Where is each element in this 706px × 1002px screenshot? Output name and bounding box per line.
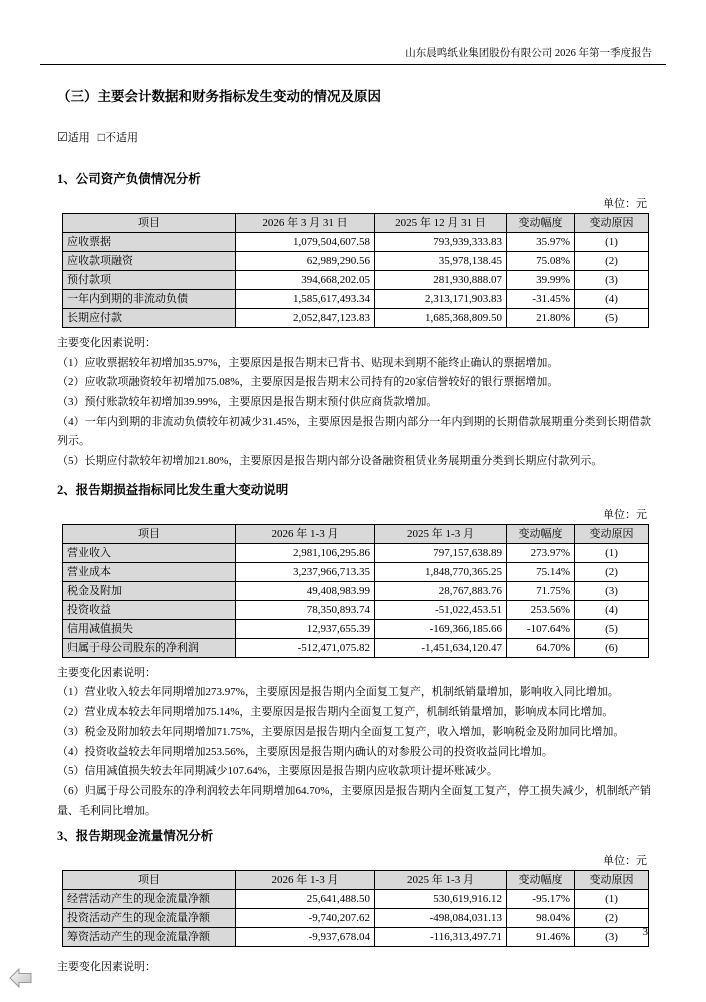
column-header: 2026 年 1-3 月	[236, 871, 375, 890]
subsection-heading-cash-flow: 3、报告期现金流量情况分析	[57, 829, 214, 844]
table-cell: 273.97%	[507, 543, 575, 562]
subsection-heading-profit-loss: 2、报告期损益指标同比发生重大变动说明	[57, 482, 289, 497]
table-cell: 78,350,893.74	[236, 600, 375, 619]
table-cell: 1,685,368,809.50	[375, 309, 507, 328]
note-line: （4）投资收益较去年同期增加253.56%，主要原因是报告期内确认的对参股公司的投资收益同比增加。	[57, 745, 553, 758]
table-cell: 49,408,983.99	[236, 581, 375, 600]
section-title: （三）主要会计数据和财务指标发生变动的情况及原因	[57, 89, 381, 104]
table-cell: -512,471,075.82	[236, 638, 375, 657]
table-cell: 75.14%	[507, 562, 575, 581]
table-cell: -1,451,634,120.47	[375, 638, 507, 657]
table-cell: 1,079,504,607.58	[236, 233, 375, 252]
table-cell: -95.17%	[507, 890, 575, 909]
column-header: 变动幅度	[507, 524, 575, 543]
table-cell: (5)	[575, 309, 649, 328]
table-cell: 62,989,290.56	[236, 252, 375, 271]
table-row	[63, 252, 649, 271]
table-cell: 归属于母公司股东的净利润	[63, 638, 236, 657]
note-line: （4）一年内到期的非流动负债较年初减少31.45%，主要原因是报告期内部分一年内到期的长期借款展期重分类到长期借款列示。	[57, 415, 651, 448]
not-applicable-label: 不适用	[105, 132, 139, 144]
table-row	[63, 309, 649, 328]
note-line: （2）应收款项融资较年初增加75.08%，主要原因是报告期末公司持有的20家信誉较好的银行票据增加。	[57, 376, 559, 389]
applicable-label: 适用	[67, 132, 90, 144]
table-cell: 一年内到期的非流动负债	[63, 290, 236, 309]
profit-loss-change-table	[62, 524, 649, 658]
notes-title: 主要变化因素说明：	[57, 337, 156, 349]
table-cell: 25,641,488.50	[236, 890, 375, 909]
column-header: 项目	[63, 524, 236, 543]
table-cell: 2,981,106,295.86	[236, 543, 375, 562]
table-cell: 营业成本	[63, 562, 236, 581]
table-header-row	[63, 524, 649, 543]
table-cell: -9,740,207.62	[236, 909, 375, 928]
table-cell: -107.64%	[507, 619, 575, 638]
table-row	[63, 290, 649, 309]
table-cell: -169,366,185.66	[375, 619, 507, 638]
table-cell: 长期应付款	[63, 309, 236, 328]
table-row	[63, 562, 649, 581]
table-cell: 21.80%	[507, 309, 575, 328]
applicability-line	[57, 129, 666, 145]
table-cell: 394,668,202.05	[236, 271, 375, 290]
unit-label: 单位：元	[603, 508, 647, 521]
table-cell: 281,930,888.07	[375, 271, 507, 290]
table-row	[63, 581, 649, 600]
table-cell: 98.04%	[507, 909, 575, 928]
table-cell: -498,084,031.13	[375, 909, 507, 928]
table-cell: 投资收益	[63, 600, 236, 619]
balance-sheet-change-table	[62, 213, 649, 328]
note-line: （5）信用减值损失较去年同期减少107.64%，主要原因是报告期内应收款项计提坏账减少。	[57, 765, 498, 778]
table-cell: 1,585,617,493.34	[236, 290, 375, 309]
note-line: （2）营业成本较去年同期增加75.14%，主要原因是报告期内全面复工复产，机制纸销量增加，影响成本同比增加。	[57, 706, 614, 719]
cash-flow-change-table	[62, 870, 649, 947]
table-cell: 经营活动产生的现金流量净额	[63, 890, 236, 909]
table-cell: -9,937,678.04	[236, 928, 375, 947]
table-row	[63, 890, 649, 909]
column-header: 2025 年 12 月 31 日	[375, 214, 507, 233]
unchecked-checkbox-icon: □	[97, 130, 106, 144]
table-cell: 35.97%	[507, 233, 575, 252]
table-cell: (2)	[575, 909, 649, 928]
column-header: 项目	[63, 214, 236, 233]
table-cell: 3,237,966,713.35	[236, 562, 375, 581]
table-cell: (2)	[575, 562, 649, 581]
table-row	[63, 271, 649, 290]
note-line: （6）归属于母公司股东的净利润较去年同期增加64.70%，主要原因是报告期内全面复工复产，停工损失减少，机制纸产销量、毛利同比增加。	[57, 784, 651, 817]
notes-list	[57, 354, 651, 472]
table-cell: 1,848,770,365.25	[375, 562, 507, 581]
notes-title: 主要变化因素说明：	[57, 666, 156, 679]
notes-title: 主要变化因素说明：	[57, 961, 156, 974]
table-cell: (4)	[575, 290, 649, 309]
table-cell: (1)	[575, 233, 649, 252]
table-row	[63, 909, 649, 928]
table-cell: 35,978,138.45	[375, 252, 507, 271]
table-cell: 营业收入	[63, 543, 236, 562]
column-header: 变动原因	[575, 524, 649, 543]
column-header: 变动幅度	[507, 871, 575, 890]
column-header: 变动原因	[575, 871, 649, 890]
table-cell: 39.99%	[507, 271, 575, 290]
table-cell: (3)	[575, 271, 649, 290]
table-cell: 91.46%	[507, 928, 575, 947]
subsection-heading-balance-sheet: 1、公司资产负债情况分析	[57, 172, 201, 186]
column-header: 2025 年 1-3 月	[375, 524, 507, 543]
table-cell: -116,313,497.71	[375, 928, 507, 947]
page-number: 3	[642, 926, 648, 938]
back-arrow-icon[interactable]	[8, 966, 34, 990]
table-cell: 75.08%	[507, 252, 575, 271]
column-header: 2025 年 1-3 月	[375, 871, 507, 890]
column-header: 2026 年 1-3 月	[236, 524, 375, 543]
table-cell: 信用减值损失	[63, 619, 236, 638]
checked-checkbox-icon: ☑	[57, 130, 68, 144]
note-line: （1）应收票据较年初增加35.97%，主要原因是报告期末已背书、贴现未到期不能终止确认的票据增加。	[57, 356, 559, 369]
note-line: （5）长期应付款较年初增加21.80%，主要原因是报告期内部分设备融资租赁业务展期重分类到长期应付款列示。	[57, 455, 603, 468]
table-cell: (1)	[575, 543, 649, 562]
table-cell: 530,619,916.12	[375, 890, 507, 909]
table-cell: (3)	[575, 581, 649, 600]
table-cell: 2,052,847,123.83	[236, 309, 375, 328]
table-cell: (4)	[575, 600, 649, 619]
table-cell: 28,767,883.76	[375, 581, 507, 600]
unit-label: 单位：元	[603, 198, 647, 210]
table-row	[63, 638, 649, 657]
table-cell: 投资活动产生的现金流量净额	[63, 909, 236, 928]
table-cell: 253.56%	[507, 600, 575, 619]
column-header: 变动原因	[575, 214, 649, 233]
table-cell: 64.70%	[507, 638, 575, 657]
notes-list	[57, 683, 651, 821]
table-cell: 应收款项融资	[63, 252, 236, 271]
table-cell: (5)	[575, 619, 649, 638]
table-row	[63, 233, 649, 252]
table-cell: 筹资活动产生的现金流量净额	[63, 928, 236, 947]
table-cell: 应收票据	[63, 233, 236, 252]
table-cell: 税金及附加	[63, 581, 236, 600]
table-cell: 797,157,638.89	[375, 543, 507, 562]
column-header: 2026 年 3 月 31 日	[236, 214, 375, 233]
table-cell: (6)	[575, 638, 649, 657]
document-header	[40, 0, 666, 65]
table-header-row	[63, 871, 649, 890]
table-cell: (3)	[575, 928, 649, 947]
table-cell: 预付款项	[63, 271, 236, 290]
table-header-row	[63, 214, 649, 233]
table-cell: 2,313,171,903.83	[375, 290, 507, 309]
column-header: 项目	[63, 871, 236, 890]
table-row	[63, 600, 649, 619]
note-line: （1）营业收入较去年同期增加273.97%，主要原因是报告期内全面复工复产，机制纸销量增加，影响收入同比增加。	[57, 686, 619, 699]
table-row	[63, 928, 649, 947]
unit-label: 单位：元	[603, 855, 647, 868]
table-cell: 12,937,655.39	[236, 619, 375, 638]
table-cell: 793,939,333.83	[375, 233, 507, 252]
table-cell: (1)	[575, 890, 649, 909]
document-header-title: 山东晨鸣纸业集团股份有限公司 2026 年第一季度报告	[405, 48, 652, 59]
column-header: 变动幅度	[507, 214, 575, 233]
table-row	[63, 619, 649, 638]
table-row	[63, 543, 649, 562]
table-cell: 71.75%	[507, 581, 575, 600]
note-line: （3）税金及附加较去年同期增加71.75%，主要原因是报告期内全面复工复产，收入增加，影响税金及附加同比增加。	[57, 725, 625, 738]
table-cell: (2)	[575, 252, 649, 271]
note-line: （3）预付账款较年初增加39.99%，主要原因是报告期末预付供应商货款增加。	[57, 396, 438, 408]
table-cell: -51,022,453.51	[375, 600, 507, 619]
table-cell: -31.45%	[507, 290, 575, 309]
